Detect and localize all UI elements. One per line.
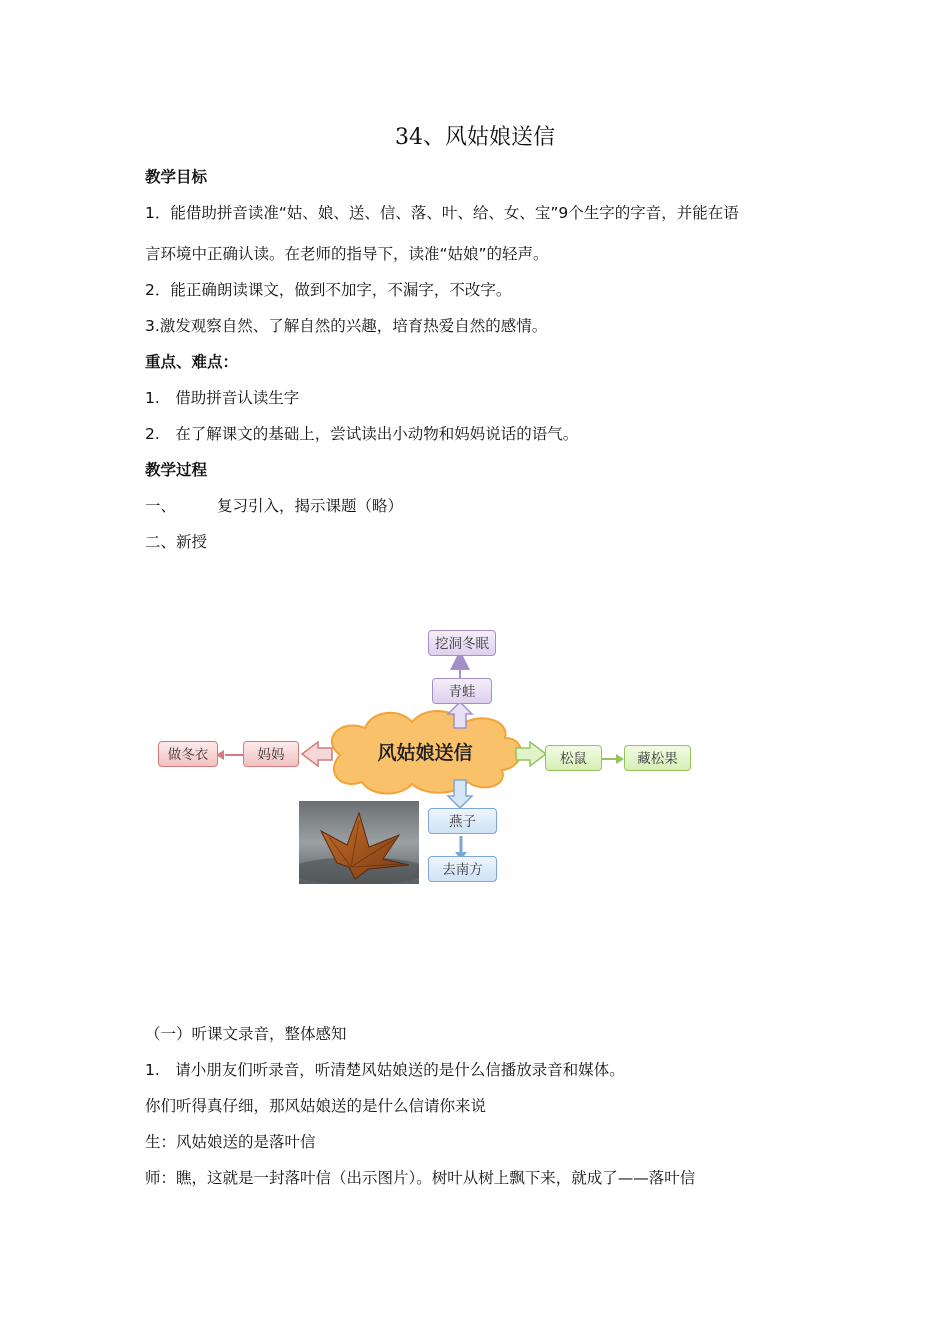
center-topic: 风姑娘送信 bbox=[377, 742, 473, 764]
goal-2: 2．能正确朗读课文，做到不加字，不漏字，不改字。 bbox=[145, 281, 512, 299]
goal-1-line-1: 1．能借助拼音读准“姑、娘、送、信、落、叶、给、女、宝”9个生字的字音，并能在语 bbox=[145, 204, 739, 222]
step-1 bbox=[145, 494, 403, 516]
page-title: 34、风姑娘送信 bbox=[395, 125, 555, 150]
key-point-1: 1. 借助拼音认读生字 bbox=[145, 389, 300, 407]
subsection-1: （一）听课文录音，整体感知 bbox=[145, 1025, 347, 1043]
section-teaching-process: 教学过程 bbox=[145, 461, 208, 479]
node-dig-hole-hibernate: 挖洞冬眠 bbox=[428, 630, 496, 656]
node-squirrel: 松鼠 bbox=[545, 745, 602, 771]
node-make-winter-clothes: 做冬衣 bbox=[158, 741, 218, 767]
section-teaching-goals: 教学目标 bbox=[145, 168, 208, 186]
step-2: 二、新授 bbox=[145, 533, 208, 551]
arrow-left-thick bbox=[302, 742, 332, 766]
paragraph-1: 1. 请小朋友们听录音，听清楚风姑娘送的是什么信播放录音和媒体。 bbox=[145, 1061, 625, 1079]
paragraph-4: 师：瞧，这就是一封落叶信（出示图片）。树叶从树上飘下来，就成了——落叶信 bbox=[145, 1169, 696, 1187]
node-hide-pine-cones: 藏松果 bbox=[624, 745, 691, 771]
goal-3: 3.激发观察自然、了解自然的兴趣，培育热爱自然的感情。 bbox=[145, 317, 548, 335]
paragraph-3: 生：风姑娘送的是落叶信 bbox=[145, 1133, 316, 1151]
fallen-leaf-photo bbox=[299, 801, 419, 884]
key-point-2: 2. 在了解课文的基础上，尝试读出小动物和妈妈说话的语气。 bbox=[145, 425, 579, 443]
node-swallow: 燕子 bbox=[428, 808, 497, 834]
node-go-south: 去南方 bbox=[428, 856, 497, 882]
mind-map bbox=[150, 620, 710, 900]
node-mom: 妈妈 bbox=[243, 741, 299, 767]
section-key-points: 重点、难点： bbox=[145, 353, 239, 371]
step-1-number: 一、 bbox=[145, 497, 177, 515]
goal-1-line-2: 言环境中正确认读。在老师的指导下，读准“姑娘”的轻声。 bbox=[145, 245, 549, 263]
paragraph-2: 你们听得真仔细，那风姑娘送的是什么信请你来说 bbox=[145, 1097, 487, 1115]
arrow-right-thin-head bbox=[616, 754, 624, 764]
node-frog: 青蛙 bbox=[432, 678, 492, 704]
step-1-text: 复习引入，揭示课题（略） bbox=[217, 497, 404, 515]
